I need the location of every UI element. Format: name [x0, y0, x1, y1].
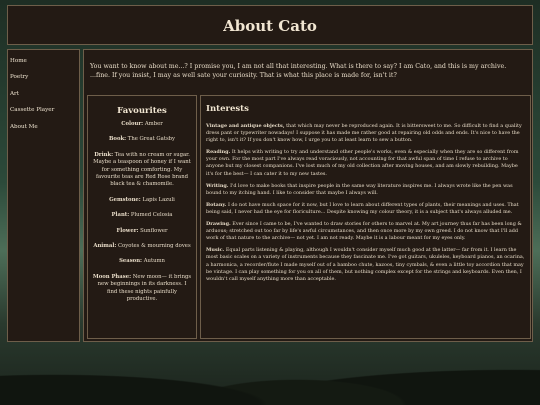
favourite-key: Drink: — [94, 151, 114, 158]
interest-text: It helps with writing to try and understand other people's works, even & especially when they are so different from your own. For the most part I've always read voraciously, not accounting for that awful span of time I refuse to archive to anyone but my closest companions. I've lost much of my old collection after moving houses, and am slowly rebuilding. Maybe it's for the best— I can cater it to my new tastes. — [206, 149, 519, 177]
nav-art-link[interactable]: Art — [10, 90, 19, 97]
favourite-value: Sunflower — [140, 227, 168, 234]
favourite-key: Flower: — [116, 227, 139, 234]
favourite-item — [92, 258, 192, 265]
interest-paragraph — [206, 123, 525, 144]
favourite-item — [92, 228, 192, 235]
favourites-box — [87, 95, 197, 339]
favourites-title: Favourites — [117, 106, 167, 116]
favourite-item — [92, 243, 192, 250]
favourite-key: Colour: — [121, 121, 144, 127]
favourite-value: Lapis Lazuli — [142, 196, 175, 203]
interest-text: I'd love to make books that inspire people in the same way literature inspires me. I always wrote like the pen was bound to my itching hand. I like to consider that maybe I always will. — [206, 182, 513, 196]
favourite-value: The Great Gatsby — [127, 136, 176, 143]
favourite-item — [92, 274, 192, 304]
interest-key: Reading. — [206, 149, 231, 156]
favourite-item — [92, 121, 192, 128]
interest-text: that which may never be reproduced again. It is bittersweet to me. So difficult to find a quality dress pant or typewriter nowadays! I suppose it has made me rather good at repairing old odds and ends. It's nice to have the right to, isn't it? If you don't know how, I urge you to at least learn to sew a button. — [206, 123, 522, 144]
favourite-key: Book: — [108, 136, 127, 143]
favourite-key: Animal: — [93, 243, 117, 250]
favourite-item — [92, 152, 192, 189]
nav-home-link[interactable]: Home — [10, 58, 27, 64]
favourite-key: Plant: — [111, 212, 130, 219]
favourite-key: Moon Phase: — [92, 273, 132, 280]
interest-key: Botany. — [206, 201, 227, 208]
interests-box — [200, 95, 531, 339]
nav-cassette-player-link[interactable]: Cassette Player — [10, 107, 55, 114]
favourite-value: Tea with no cream or sugar. Maybe a teaspoon of honey if I want for something comforting. My favourite teas are Red Rose brand black tea & chamomile. — [93, 151, 191, 188]
interest-text: I do not have much space for it now, but I love to learn about different types of plants, their meanings and uses. That being said, I never had the eye for floriculture... Despite knowing my colour theory, it is a subject that's always alluded me. — [206, 201, 519, 215]
favourite-key: Season: — [119, 258, 143, 265]
background-scenery — [0, 335, 540, 405]
favourite-value: New moon— it brings new beginnings in its darkness. I find these nights painfully productive. — [97, 273, 192, 303]
interest-paragraph — [206, 149, 525, 177]
interest-paragraph — [206, 202, 525, 216]
favourite-key: Gemstone: — [109, 196, 141, 203]
interest-key: Vintage and antique objects, — [206, 123, 285, 129]
sidebar-nav — [7, 49, 80, 342]
nav-about-me-link[interactable]: About Me — [10, 123, 38, 130]
interests-title: Interests — [206, 104, 249, 114]
main-content — [83, 49, 533, 342]
interest-paragraph — [206, 183, 525, 197]
favourite-item — [92, 197, 192, 204]
interest-key: Writing. — [206, 182, 229, 189]
interest-text: Ever since I came to be, I've wanted to draw stories for others to marvel at. My art journey thus far has been long & arduous; stretched out too far by life's awful circumstances, and then once more by my own greed. I do not know that I'll add work of that nature to the archive— not yet. I am not ready. Maybe it is a labour meant for my eyes only. — [206, 221, 522, 242]
interest-paragraph — [206, 221, 525, 242]
page-header — [7, 5, 533, 45]
favourite-value: Amber — [144, 121, 163, 127]
favourite-item — [92, 212, 192, 219]
favourite-item — [92, 136, 192, 143]
interest-key: Drawing. — [206, 221, 231, 228]
interest-key: Music. — [206, 247, 225, 254]
favourite-value: Plumed Celosia — [130, 212, 173, 219]
nav-poetry-link[interactable]: Poetry — [10, 74, 29, 81]
interest-paragraph — [206, 247, 525, 282]
favourite-value: Coyotes & mourning doves — [118, 243, 191, 250]
intro-text: You want to know about me...? I promise you, I am not all that interesting. What is there to say? I am Cato, and this is my archive. ...fine. If you insist, I may as well sate your curiosity. That is what this place is made for, isn't it? — [90, 63, 507, 79]
favourite-value: Autumn — [143, 258, 165, 265]
interest-text: Equal parts listening & playing, although I wouldn't consider myself much good at the latter— far from it. I learn the most basic scales on a variety of instruments because they fascinate me. I've got guitars, ukuleles, keyboard pianos, an ocarina, a harmonica, a recorder/flute I made myself out of a bamboo chute, kazoos, tiny cymbals, & even a little toy accordion that may be vintage. I can play something for you on all of them, but nothing complex except for the strings and keyboards. Even then, I wouldn't call myself anything more than acceptable. — [206, 247, 525, 282]
page-title: About Cato — [223, 17, 317, 35]
